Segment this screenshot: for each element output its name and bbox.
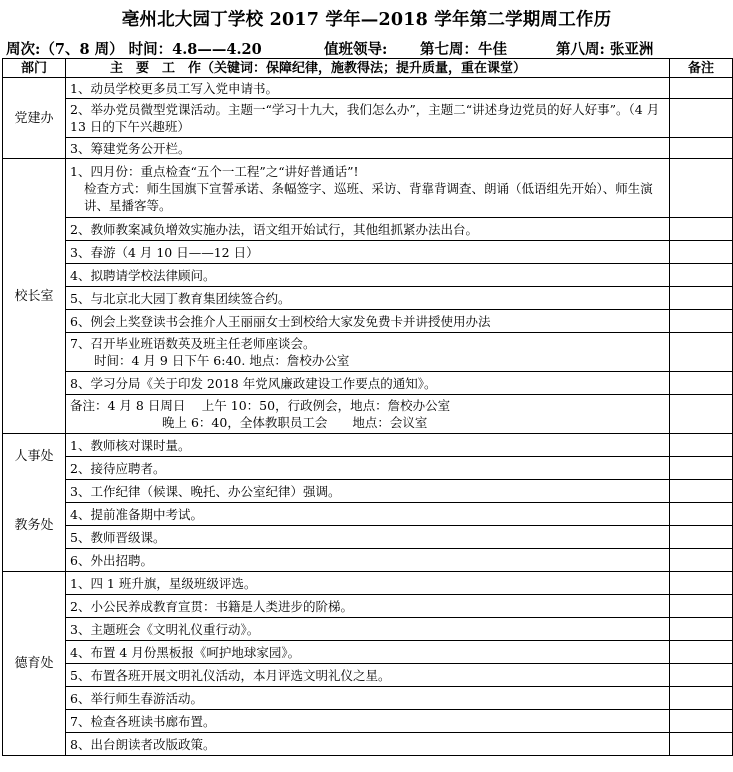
header-note: 备注 (670, 59, 733, 78)
week8-leader: 第八周: 张亚洲 (556, 41, 654, 58)
item1-line1: 1、四月份：重点检查“五个一工程”之“讲好普通话”! (70, 163, 359, 179)
list-item (66, 159, 670, 218)
table-row (3, 78, 733, 99)
dept-hr: 人事处 (14, 449, 54, 464)
note-cell (670, 503, 733, 526)
table-row (3, 595, 733, 618)
table-row (3, 218, 733, 241)
table-row (3, 733, 733, 756)
list-item: 2、小公民养成教育宣贯：书籍是人类进步的阶梯。 (66, 595, 670, 618)
list-item: 4、提前准备期中考试。 (66, 503, 670, 526)
note-cell (670, 595, 733, 618)
list-item: 4、布置 4 月份黑板报《呵护地球家园》。 (66, 641, 670, 664)
list-item: 3、工作纪律（候课、晚托、办公室纪律）强调。 (66, 480, 670, 503)
table-row (3, 664, 733, 687)
note-cell (670, 218, 733, 241)
list-item: 6、外出招聘。 (66, 549, 670, 572)
table-row (3, 395, 733, 434)
list-item: 5、布置各班开展文明礼仪活动，本月评选文明礼仪之星。 (66, 664, 670, 687)
note-cell (670, 710, 733, 733)
table-row (3, 287, 733, 310)
note-cell (670, 549, 733, 572)
item7-line1: 7、召开毕业班语数英及班主任老师座谈会。 (70, 336, 316, 351)
list-item: 7、检查各班读书廊布置。 (66, 710, 670, 733)
table-row (3, 526, 733, 549)
note-cell (670, 99, 733, 138)
list-item: 6、举行师生春游活动。 (66, 687, 670, 710)
list-item: 8、学习分局《关于印发 2018 年党风廉政建设工作要点的通知》。 (66, 372, 670, 395)
table-header-row (3, 59, 733, 78)
note-cell (670, 480, 733, 503)
table-row (3, 372, 733, 395)
table-row (3, 159, 733, 218)
table-row (3, 687, 733, 710)
note-cell (670, 310, 733, 333)
list-item: 1、教师核对课时量。 (66, 434, 670, 457)
list-item: 3、主题班会《文明礼仪重行动》。 (66, 618, 670, 641)
note-cell (670, 138, 733, 159)
note-cell (670, 457, 733, 480)
header-dept: 部门 (3, 59, 66, 78)
table-row (3, 641, 733, 664)
list-item: 8、出台朗读者改版政策。 (66, 733, 670, 756)
table-row (3, 241, 733, 264)
table-row (3, 264, 733, 287)
list-item: 1、动员学校更多员工写入党申请书。 (66, 78, 670, 99)
table-row (3, 572, 733, 595)
principal-remark (66, 395, 670, 434)
list-item: 6、例会上奖登读书会推介人王丽丽女士到校给大家发免费卡并讲授使用办法 (66, 310, 670, 333)
remark-line2: 晚上 6：40，全体教职员工会 地点：会议室 (162, 415, 428, 430)
dept-moral: 德育处 (3, 572, 66, 756)
table-row (3, 710, 733, 733)
note-cell (670, 687, 733, 710)
note-cell (670, 641, 733, 664)
schedule-meta (6, 38, 733, 58)
table-row (3, 99, 733, 138)
table-row (3, 549, 733, 572)
table-row (3, 434, 733, 457)
note-cell (670, 264, 733, 287)
note-cell (670, 241, 733, 264)
week-time (6, 38, 262, 59)
table-row (3, 503, 733, 526)
table-row (3, 618, 733, 641)
note-cell (670, 618, 733, 641)
dept-hr-academic (3, 434, 66, 572)
item7-line2: 时间：4 月 9 日下午 6:40. 地点：詹校办公室 (94, 353, 350, 368)
table-row (3, 138, 733, 159)
list-item: 1、四 1 班升旗，星级班级评选。 (66, 572, 670, 595)
note-cell (670, 434, 733, 457)
dept-party: 党建办 (3, 78, 66, 159)
note-cell (670, 287, 733, 310)
note-cell (670, 372, 733, 395)
dept-principal: 校长室 (3, 159, 66, 434)
week7-leader: 第七周：牛佳 (420, 41, 507, 58)
list-item: 4、拟聘请学校法律顾问。 (66, 264, 670, 287)
list-item: 3、筹建党务公开栏。 (66, 138, 670, 159)
note-cell (670, 526, 733, 549)
page-title: 亳州北大园丁学校 2017 学年—2018 学年第二学期周工作历 (121, 10, 612, 30)
remark-line1: 备注：4 月 8 日周日 上午 10：50，行政例会，地点：詹校办公室 (70, 398, 451, 413)
work-schedule-table (2, 58, 733, 756)
list-item (66, 333, 670, 372)
note-cell (670, 159, 733, 218)
item1-line2: 检查方式：师生国旗下宣誓承诺、条幅签字、巡班、采访、背靠背调查、朗诵（低语组先开始）、师生演讲、星播客等。 (84, 180, 653, 213)
table-row (3, 310, 733, 333)
note-cell (670, 572, 733, 595)
list-item: 5、教师晋级课。 (66, 526, 670, 549)
list-item: 2、教师教案减负增效实施办法，语文组开始试行，其他组抓紧办法出台。 (66, 218, 670, 241)
duty-leader-label: 值班领导: (324, 41, 388, 58)
note-cell (670, 333, 733, 372)
week-number: 周次:（7、8 周） (6, 41, 124, 58)
table-row (3, 457, 733, 480)
note-cell (670, 733, 733, 756)
dept-academic: 教务处 (14, 518, 54, 533)
list-item: 3、春游（4 月 10 日——12 日） (66, 241, 670, 264)
table-row (3, 480, 733, 503)
note-cell (670, 664, 733, 687)
header-main-work: 主 要 工 作（关键词：保障纪律，施教得法；提升质量，重在课堂） (66, 59, 670, 78)
note-cell (670, 78, 733, 99)
note-cell (670, 395, 733, 434)
table-row (3, 333, 733, 372)
list-item: 2、接待应聘者。 (66, 457, 670, 480)
list-item: 5、与北京北大园丁教育集团续签合约。 (66, 287, 670, 310)
list-item: 2、举办党员微型党课活动。主题一“学习十九大，我们怎么办”，主题二“讲述身边党员的好人好事”。（4 月 13 日的下午兴趣班） (66, 99, 670, 138)
date-range: 时间：4.8——4.20 (128, 41, 262, 58)
